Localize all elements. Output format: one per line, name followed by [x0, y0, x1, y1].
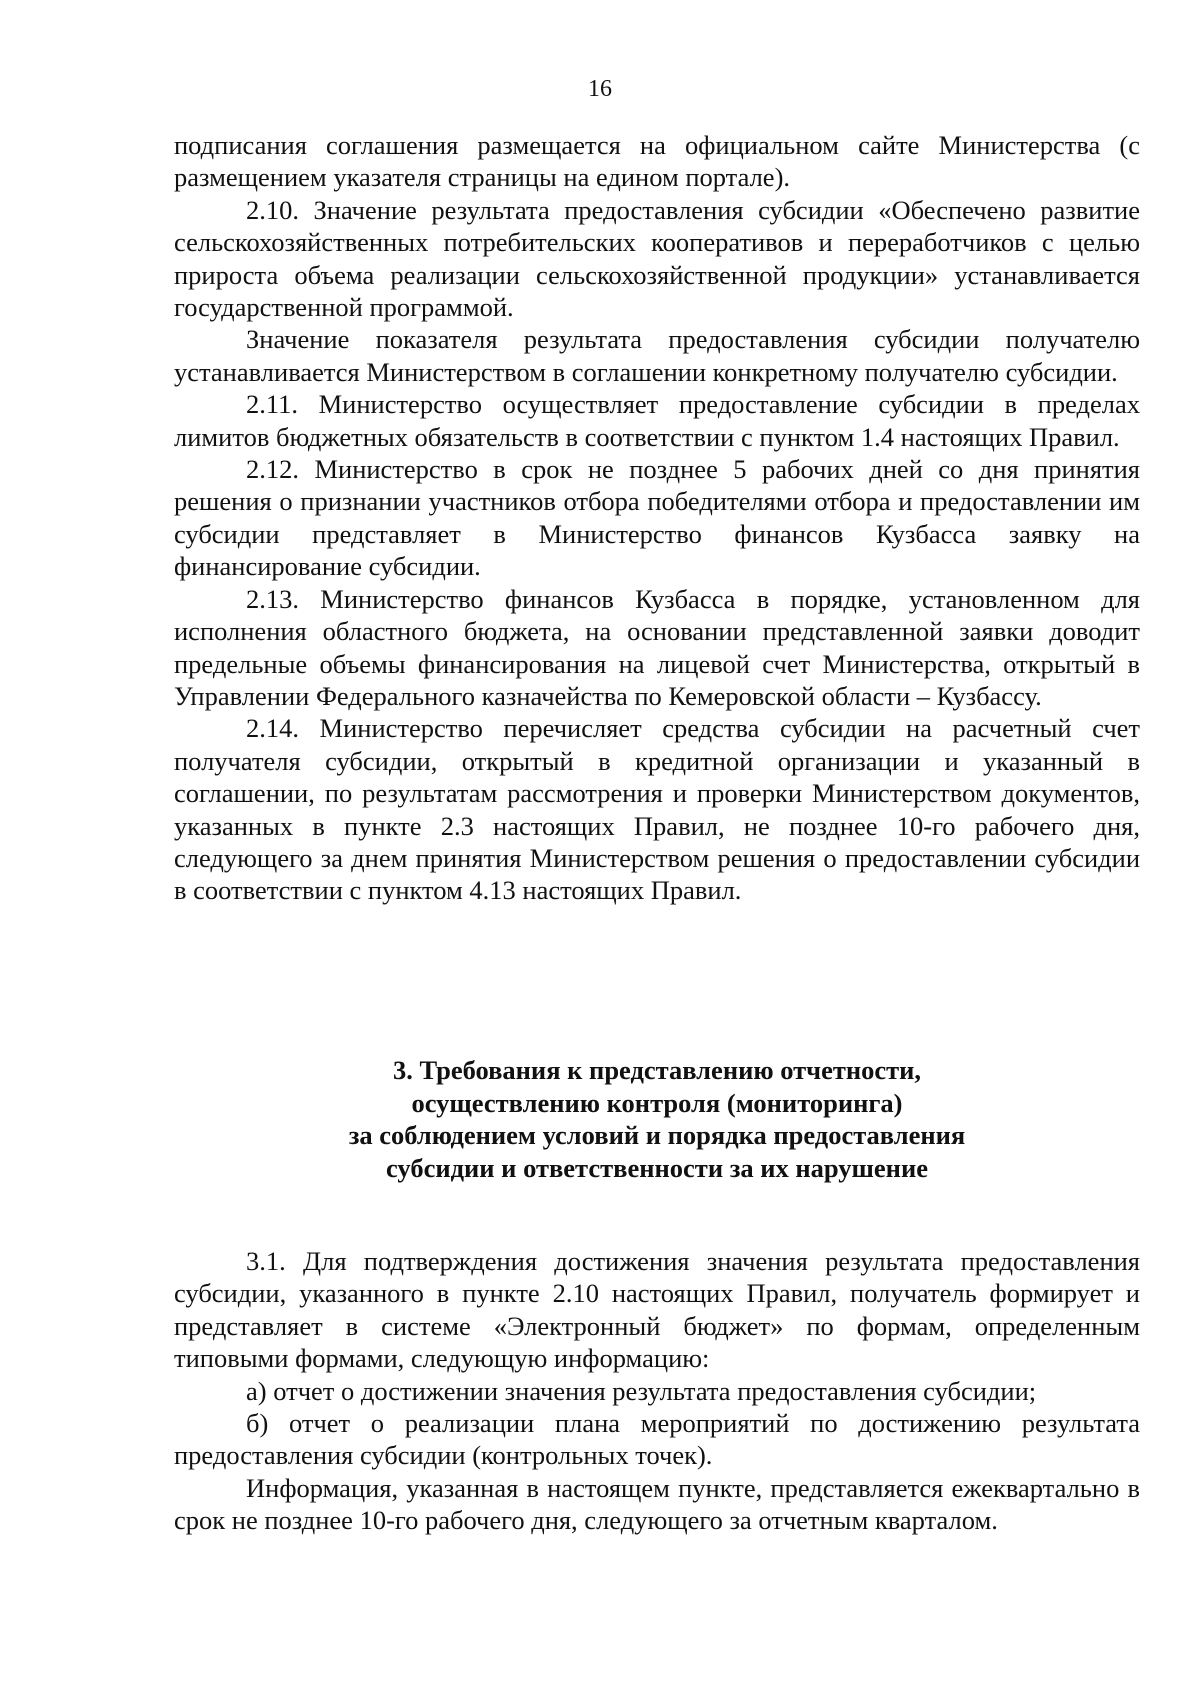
body-text-section-3 — [174, 1245, 1140, 1537]
paragraph-3-1-a: а) отчет о достижении значения результата предоставления субсидии; — [246, 1375, 1037, 1406]
section-3-heading — [174, 1054, 1140, 1184]
paragraph-2-10: 2.10. Значение результата предоставления субсидии «Обеспечено развитие сельскохозяйственных потребительских кооперативов и переработчиков с целью прироста объема реализации сельскохозяйственной продукции» устанавливается государственной программой. — [174, 194, 1140, 323]
paragraph-2-12: 2.12. Министерство в срок не позднее 5 рабочих дней со дня принятия решения о признании участников отбора победителями отбора и предоставлении им субсидии представляет в Министерство финансов Кузбасса заявку на финансирование субсидии. — [174, 454, 1140, 582]
paragraph-3-1-b: б) отчет о реализации плана мероприятий по достижению результата предоставления субсидии (контрольных точек). — [174, 1408, 1140, 1471]
heading-line: субсидии и ответственности за их нарушение — [386, 1152, 928, 1183]
paragraph-continuation: подписания соглашения размещается на официальном сайте Министерства (с размещением указателя страницы на едином портале). — [174, 130, 1140, 193]
paragraph-2-13: 2.13. Министерство финансов Кузбасса в порядке, установленном для исполнения областного бюджета, на основании представленной заявки доводит предельные объемы финансирования на лицевой счет Министерства, открытый в Управлении Федерального казначейства по Кемеровской области – Кузбассу. — [174, 583, 1140, 711]
body-text-section-2 — [174, 129, 1140, 907]
heading-line: осуществлению контроля (мониторинга) — [411, 1087, 903, 1118]
paragraph-3-1: 3.1. Для подтверждения достижения значения результата предоставления субсидии, указанного в пункте 2.10 настоящих Правил, получатель формирует и представляет в системе «Электронный бюджет» по формам, определенным типовыми формами, следующую информацию: — [174, 1246, 1140, 1374]
page-number: 16 — [588, 76, 612, 102]
paragraph-reporting-deadline: Информация, указанная в настоящем пункте, представляется ежеквартально в срок не позднее 10-го рабочего дня, следующего за отчетным кварталом. — [174, 1472, 1140, 1536]
paragraph-2-11: 2.11. Министерство осуществляет предоставление субсидии в пределах лимитов бюджетных обязательств в соответствии с пунктом 1.4 настоящих Правил. — [174, 389, 1140, 452]
paragraph-2-14: 2.14. Министерство перечисляет средства субсидии на расчетный счет получателя субсидии, открытый в кредитной организации и указанный в соглашении, по результатам рассмотрения и проверки Министерством документов, указанных в пункте 2.3 настоящих Правил, не позднее 10-го рабочего дня, следующего за днем принятия Министерством решения о предоставлении субсидии в соответствии с пунктом 4.13 настоящих Правил. — [174, 713, 1140, 906]
heading-line: за соблюдением условий и порядка предоставления — [348, 1120, 966, 1150]
paragraph-indicator-value: Значение показателя результата предоставления субсидии получателю устанавливается Министерством в соглашении конкретному получателю субсидии. — [174, 324, 1140, 387]
heading-line: 3. Требования к представлению отчетности, — [392, 1055, 922, 1085]
